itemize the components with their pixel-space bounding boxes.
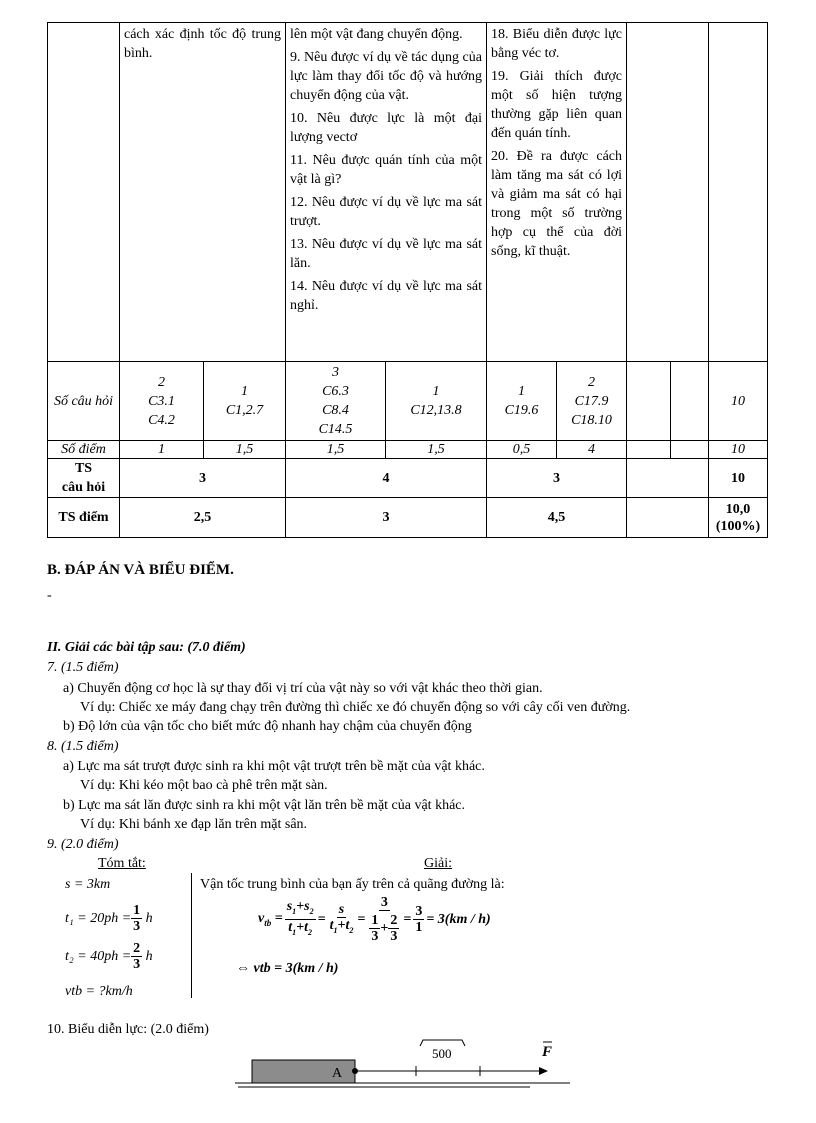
cell-value: 0,5: [487, 441, 557, 459]
cell-total: 10: [709, 441, 768, 459]
answer-example: Ví dụ: Chiếc xe máy đang chạy trên đường thì chiếc xe đó chuyển động so với cây cối ven đường.: [80, 700, 631, 715]
divider: [191, 873, 192, 998]
cell-value: C12,13.8: [410, 403, 462, 418]
cell-value: 1: [241, 384, 248, 399]
col4-item: 18. Biểu diễn được lực bằng véc tơ.: [491, 27, 622, 61]
question-label: 10. Biểu diễn lực: (2.0 điểm): [47, 1022, 209, 1037]
cell-value: C3.1: [148, 393, 175, 409]
force-diagram: [230, 1036, 570, 1092]
answer-line: b) Lực ma sát lăn được sinh ra khi một vật lăn trên bề mặt của vật khác.: [63, 798, 466, 813]
cell-total: 10: [709, 362, 768, 441]
cell-value: 2: [158, 374, 165, 390]
ts-cau-hoi-label: TS: [74, 461, 93, 476]
cell-value: 2: [588, 374, 595, 390]
answer-example: Ví dụ: Khi kéo một bao cà phê trên mặt sàn.: [80, 778, 328, 793]
cell-value: 1: [120, 441, 204, 459]
given-distance: s = 3km: [65, 877, 111, 892]
velocity-formula: $v_{tb}$ = $\frac{s_1+s_2}{t_1+t_2}$ = $\frac{s}{t_1+t_2}$ = 3 $\frac{1}{3}$ + $\frac{2}{3}$ = $\frac{3}{1}$ = 3(km / h): [258, 895, 491, 944]
cell-value: 1,5: [204, 441, 286, 459]
cell-value: C17.9: [574, 393, 609, 409]
given-velocity: vtb = ?km/h: [65, 984, 133, 999]
block-label: A: [332, 1066, 343, 1081]
ts-diem-label: TS điểm: [48, 498, 120, 538]
table-row: [48, 441, 768, 459]
table-row: [48, 459, 768, 498]
col3-item: 10. Nêu được lực là một đại lượng vectơ: [290, 111, 482, 145]
cell-value: 1: [432, 384, 440, 399]
cell-value: C19.6: [504, 403, 539, 418]
col4-item: 19. Giải thích được một số hiện tượng thường gặp liên quan đến quán tính.: [491, 69, 622, 141]
cell-total: 10,0: [725, 501, 751, 517]
cell-value: C4.2: [148, 412, 175, 428]
col3-item: 13. Nêu được ví dụ về lực ma sát lăn.: [290, 237, 482, 271]
table-row: [48, 362, 768, 441]
question-label: 8. (1.5 điểm): [47, 739, 119, 754]
given-t2: t₂ = 40ph = $\frac{2}{3}$ h: [65, 941, 153, 972]
cell-value: 4,5: [487, 498, 627, 538]
col3-item: 11. Nêu được quán tính của một vật là gì?: [290, 153, 482, 187]
col4-item: 20. Đề ra được cách làm tăng ma sát có lợi và giảm ma sát có hại trong một số trường hợp cụ thể của đời sống, kĩ thuật.: [491, 149, 622, 259]
cell-value: 1,5: [386, 441, 487, 459]
given-t1-text: t₁ = 20ph =: [65, 910, 132, 926]
force-label: F: [542, 1044, 553, 1060]
col3-item: 12. Nêu được ví dụ về lực ma sát trượt.: [290, 195, 482, 229]
table-row: [48, 23, 768, 362]
section-heading: B. ĐÁP ÁN VÀ BIỂU ĐIỂM.: [47, 562, 234, 578]
question-label: 7. (1.5 điểm): [47, 660, 119, 675]
given-t1: t₁ = 20ph = $\frac{1}{3}$ h: [65, 903, 153, 934]
cell-value: C14.5: [318, 422, 353, 437]
cell-total: 10: [709, 459, 768, 498]
cell-value: 3: [487, 459, 627, 498]
cell-value: C6.3: [322, 384, 349, 399]
cell-value: 1: [518, 384, 525, 399]
cell-value: 4: [286, 459, 487, 498]
cell-value: 1,5: [286, 441, 386, 459]
col2-text: cách xác định tốc độ trung bình.: [124, 27, 281, 61]
col3-item: 14. Nêu được ví dụ về lực ma sát nghỉ.: [290, 279, 482, 313]
matrix-table: [47, 22, 768, 538]
ts-cau-hoi-label: câu hỏi: [61, 480, 106, 495]
cell-value: 3: [120, 459, 286, 498]
tomtat-heading: Tóm tắt:: [98, 856, 146, 871]
answer-example: Ví dụ: Khi bánh xe đạp lăn trên mặt sân.: [80, 817, 308, 832]
cell-value: C8.4: [322, 403, 349, 418]
solution-text: Vận tốc trung bình của bạn ấy trên cả quãng đường là:: [200, 877, 505, 892]
solution-result: ⇔ vtb = 3(km / h): [236, 961, 339, 976]
cell-value: C18.10: [571, 412, 612, 428]
cell-total: (100%): [715, 518, 761, 534]
scale-label: 500: [432, 1046, 452, 1061]
answer-line: a) Lực ma sát trượt được sinh ra khi một vật trượt trên bề mặt của vật khác.: [63, 759, 485, 774]
answer-line: b) Độ lớn của vận tốc cho biết mức độ nhanh hay chậm của chuyển động: [63, 719, 472, 734]
dash: -: [47, 588, 52, 603]
given-t2-text: t₂ = 40ph =: [65, 948, 132, 964]
so-diem-label: Số điểm: [48, 441, 120, 459]
cell-value: 3: [332, 365, 339, 380]
cell-value: 3: [286, 498, 487, 538]
cell-value: 2,5: [120, 498, 286, 538]
col3-item: 9. Nêu được ví dụ về tác dụng của lực làm thay đổi tốc độ và hướng chuyển động của vật.: [290, 50, 482, 103]
part-heading: II. Giải các bài tập sau: (7.0 điểm): [47, 640, 246, 655]
col3-item: lên một vật đang chuyển động.: [290, 27, 463, 42]
so-cau-hoi-label: Số câu hỏi: [48, 362, 120, 441]
answer-line: a) Chuyển động cơ học là sự thay đổi vị trí của vật này so với vật khác theo thời gian.: [63, 681, 543, 696]
cell-value: 4: [557, 441, 627, 459]
cell-value: C1,2.7: [225, 403, 264, 418]
arrowhead-icon: [539, 1067, 548, 1075]
question-label: 9. (2.0 điểm): [47, 837, 119, 852]
giai-heading: Giải:: [424, 856, 452, 871]
table-row: [48, 498, 768, 538]
